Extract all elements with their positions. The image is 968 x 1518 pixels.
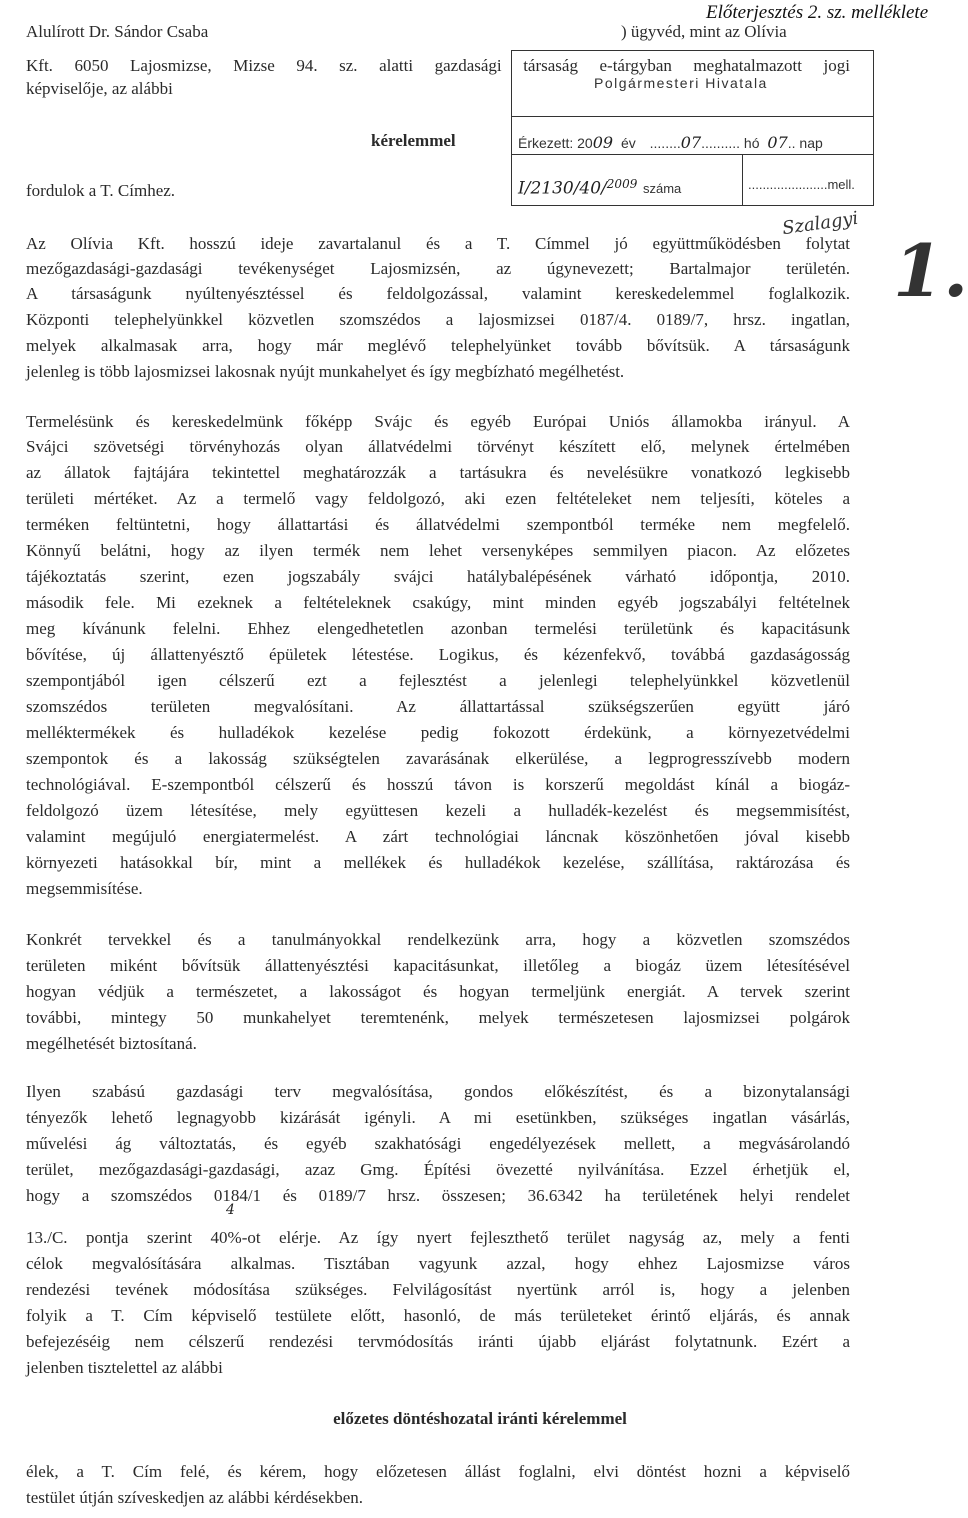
intro-line-1-left: Alulírott Dr. Sándor Csaba <box>26 22 209 41</box>
paragraph-line: technológiával. E-szempontból célszerű és hosszú távon is korszerű megoldást kínál a biogáz- <box>26 775 850 794</box>
paragraph-line: szomszédos területen megvalósítani. Az állattartással szükségszerűen együtt járó <box>26 697 850 716</box>
paragraph-line: hogy a szomszédos 0184/1 és 0189/7 hrsz. összesen; 36.6342 ha területének helyi rendelet <box>26 1186 850 1205</box>
intro-line-2: Kft. 6050 Lajosmizse, Mizse 94. sz. alatti gazdasági társaság e-tárgyban meghatalmazott jogi <box>26 56 850 75</box>
stamp-day: 07 <box>767 133 788 152</box>
stamp-received-year: 09 <box>592 133 614 152</box>
paragraph-line: további, mintegy 50 munkahelyet teremtenénk, melyek természetesen lajosmizsei polgárok <box>26 1008 850 1027</box>
paragraph-line: az állatok fajtájára tekintettel meghatározzák a tartásukra és nevelésükre vonatkozó legkisebb <box>26 463 850 482</box>
paragraph-line: valamint megújuló energiatermelést. A zárt technológiai láncnak köszönhetően jóval kisebb <box>26 827 850 846</box>
paragraph-line: Központi telephelyünkkel közvetlen szomszédos a lajosmizsei 0187/4. 0189/7, hrsz. ingatlan, <box>26 310 850 329</box>
closing-line-1: élek, a T. Cím felé, és kérem, hogy előzetesen állást foglalni, elvi döntést hozni a képviselő <box>26 1462 850 1481</box>
paragraph-line: megsemmisítése. <box>26 879 143 898</box>
paragraph-line: tájékoztatás szerint, ezen jogszabály svájci hatálybalépésének várható időpontja, 2010. <box>26 567 850 586</box>
stamp-month-label: hó <box>743 135 760 151</box>
stamp-reg-number: I/2130/40/ <box>518 178 607 199</box>
request-label: kérelemmel <box>371 131 456 150</box>
paragraph-line: tényezők lehető legnagyobb kizárását igényli. A mi esetünkben, szükséges ingatlan vásárlás, <box>26 1108 850 1127</box>
stamp-divider <box>512 116 873 117</box>
stamp-number-row <box>518 177 681 198</box>
stamp-reg-year: 2009 <box>606 177 638 191</box>
paragraph-line: mezőgazdasági-gazdasági tevékenységet Lajosmizsén, az úgynevezett; Bartalmajor területén. <box>26 259 850 278</box>
stamp-received-label: Érkezett: 20 <box>518 135 593 151</box>
paragraph-line: jelenleg is több lajosmizsei lakosnak nyújt munkahelyet és így megbízható megélhetést. <box>26 362 625 381</box>
paragraph-line: célok megvalósítására alkalmas. Tisztában vagyunk azzal, hogy ehhez Lajosmizse város <box>26 1254 850 1273</box>
intro-line-1-right: ) ügyvéd, mint az Olívia <box>621 22 787 41</box>
paragraph-line: területen miként bővítsük állattenyésztési kapacitásunkat, illetőleg a biogáz üzem létesítésével <box>26 956 850 975</box>
paragraph-line: A társaságunk nyúltenyésztéssel és feldolgozással, valamint kereskedelemmel foglalkozik. <box>26 284 850 303</box>
paragraph-line: bővítése, új állattenyésztő épületek létestése. Logikus, és kézenfekvő, továbbá gazdaságosság <box>26 645 850 664</box>
paragraph-line: szempontok és a lakosság szükségtelen zavarásának elkerülése, a legprogresszívebb modern <box>26 749 850 768</box>
intro-line-3: képviselője, az alábbi <box>26 79 173 98</box>
paragraph-line: rendezési tevének módosítása szükséges. Felvilágosítást nyertünk arról is, hogy a jelenben <box>26 1280 850 1299</box>
paragraph-line: megélhetését biztosítaná. <box>26 1034 197 1053</box>
paragraph-line: művelési ág változtatás, és egyéb szakhatósági engedélyezések mellett, a megvásárolandó <box>26 1134 850 1153</box>
closing-heading: előzetes döntéshozatal iránti kérelemmel <box>333 1409 627 1428</box>
paragraph-line: melléktermékek és hulladékok kezelése pedig fokozott érdekünk, a környezetvédelmi <box>26 723 850 742</box>
stamp-attachment-field: ......................mell. <box>748 177 855 192</box>
paragraph-line: hogyan védjük a természetet, a lakosságot és hogyan termeljünk energiát. A tervek szerint <box>26 982 850 1001</box>
paragraph-line: feldolgozó üzem létesítése, mely együttesen kezeli a hulladék-kezelést és megsemmisítést, <box>26 801 850 820</box>
handwritten-number: 1. <box>893 228 968 313</box>
paragraph-line: szempontjából igen célszerű ezt a fejlesztést a jelenlegi telephelyünkkel közvetlenül <box>26 671 850 690</box>
paragraph-line: Konkrét tervekkel és a tanulmányokkal rendelkezünk arra, hogy a közvetlen szomszédos <box>26 930 850 949</box>
paragraph-line: területi mértéket. Az a termelő vagy feldolgozó, aki ezen feltételeket nem teljesíti, köteles a <box>26 489 850 508</box>
paragraph-line: 13./C. pontja szerint 40%-ot elérje. Az így nyert fejleszthető terület nagyság az, mely a fenti <box>26 1228 850 1247</box>
paragraph-line: Az Olívia Kft. hosszú ideje zavartalanul és a T. Címmel jó együttműködésben folytat <box>26 234 850 253</box>
closing-line-2: testület útján szíveskedjen az alábbi kérdésekben. <box>26 1488 364 1507</box>
stamp-column-divider <box>742 154 743 206</box>
paragraph-line: Ilyen szabású gazdasági terv megvalósítása, gondos előkészítést, és a bizonytalansági <box>26 1082 850 1101</box>
paragraph-line: terméken feltüntetni, hogy állattartási és állatvédelmi szempontból terméke nem megfelelő. <box>26 515 850 534</box>
paragraph-line: folyik a T. Cím képviselő testülete előtt, hasonló, de más területeket érintő eljárás, és annak <box>26 1306 850 1325</box>
paragraph-line: Könnyű belátni, hogy az ilyen termék nem lehet versenyképes semmilyen piacon. Az előzetes <box>26 541 850 560</box>
stamp-day-label: nap <box>799 135 823 151</box>
handwritten-signature: Szalagyi <box>780 207 860 240</box>
stamp-divider-2 <box>512 154 873 155</box>
paragraph-line: második fele. Mi ezeknek a feltételeknek csakúgy, mint minden egyéb jogszabályi feltételnek <box>26 593 850 612</box>
stamp-received-row: Érkezett: 2009 év ........07.......... hó 07.. nap <box>518 133 823 152</box>
paragraph-line: Svájci szövetségi törvényhozás olyan állatvédelmi törvényt készített elő, melynek értelmében <box>26 437 850 456</box>
paragraph-line: Termelésünk és kereskedelmünk főképp Svájc és egyéb Európai Uniós államokba irányul. A <box>26 412 850 431</box>
annex-label: Előterjesztés 2. sz. melléklete <box>706 2 929 23</box>
stamp-month: 07 <box>680 133 702 152</box>
paragraph-line: jelenben tisztelettel az alábbi <box>26 1358 223 1377</box>
handwritten-correction: 4 <box>226 1202 235 1218</box>
paragraph-line: meg kívánunk felelni. Ehhez elengedhetetlen azonban termelési területünk és kapacitásunk <box>26 619 850 638</box>
stamp-number-label: száma <box>642 181 682 197</box>
intro-line-4: fordulok a T. Címhez. <box>26 181 176 200</box>
stamp-year-label: év <box>620 135 636 151</box>
stamp-title: Polgármesteri Hivatala <box>594 75 768 91</box>
paragraph-line: környezeti hatásokkal bír, mint a mellékek és hulladékok kezelése, szállítása, raktározása és <box>26 853 850 872</box>
paragraph-line: melyek alkalmasak arra, hogy már meglévő telephelyünket tovább bővítsük. A társaságunk <box>26 336 850 355</box>
paragraph-line: terület, mezőgazdasági-gazdasági, azaz Gmg. Építési övezetté nyilvánítása. Ezzel érhetjük el, <box>26 1160 850 1179</box>
paragraph-line: befejezéséig nem célszerű rendezési tervmódosítás iránti újabb eljárást folytatnunk. Ezért a <box>26 1332 850 1351</box>
registration-stamp <box>511 50 874 206</box>
